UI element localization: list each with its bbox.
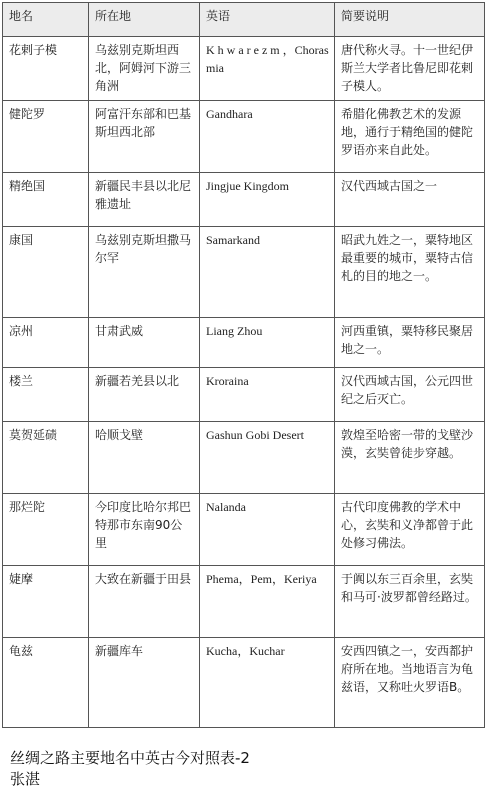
cell-location: 阿富汗东部和巴基斯坦西北部 — [89, 101, 200, 173]
cell-note: 安西四镇之一，安西都护府所在地。当地语言为龟兹语，又称吐火罗语B。 — [335, 638, 485, 728]
table-row — [3, 494, 485, 566]
cell-name: 精绝国 — [3, 173, 89, 227]
cell-name: 那烂陀 — [3, 494, 89, 566]
caption-title: 丝绸之路主要地名中英古今对照表-2 — [10, 749, 250, 767]
cell-name: 婕摩 — [3, 566, 89, 638]
table-row — [3, 422, 485, 494]
cell-name: 健陀罗 — [3, 101, 89, 173]
cell-location: 哈顺戈壁 — [89, 422, 200, 494]
caption-author: 张湛 — [10, 770, 41, 788]
cell-english: Liang Zhou — [200, 318, 335, 368]
cell-english: Kroraina — [200, 368, 335, 422]
header-english: 英语 — [200, 3, 335, 37]
table-body — [3, 37, 485, 728]
table-header — [3, 3, 485, 37]
cell-name: 康国 — [3, 227, 89, 318]
cell-note: 于阗以东三百余里，玄奘和马可·波罗都曾经路过。 — [335, 566, 485, 638]
cell-note: 汉代西域古国，公元四世纪之后灭亡。 — [335, 368, 485, 422]
cell-location: 甘肃武威 — [89, 318, 200, 368]
table-row — [3, 318, 485, 368]
cell-english: Nalanda — [200, 494, 335, 566]
cell-note: 敦煌至哈密一带的戈壁沙漠，玄奘曾徒步穿越。 — [335, 422, 485, 494]
table-row — [3, 173, 485, 227]
cell-name: 莫贺延碛 — [3, 422, 89, 494]
cell-note: 汉代西域古国之一 — [335, 173, 485, 227]
cell-english: Gandhara — [200, 101, 335, 173]
table-row — [3, 227, 485, 318]
table-caption — [10, 748, 250, 790]
table-row — [3, 638, 485, 728]
header-location: 所在地 — [89, 3, 200, 37]
cell-location: 新疆库车 — [89, 638, 200, 728]
cell-name: 楼兰 — [3, 368, 89, 422]
cell-name: 龟兹 — [3, 638, 89, 728]
place-name-table — [2, 2, 485, 728]
header-note: 简要说明 — [335, 3, 485, 37]
cell-note: 唐代称火寻。十一世纪伊斯兰大学者比鲁尼即花剌子模人。 — [335, 37, 485, 101]
cell-note: 古代印度佛教的学术中心，玄奘和义净都曾于此处修习佛法。 — [335, 494, 485, 566]
cell-english: Jingjue Kingdom — [200, 173, 335, 227]
cell-note: 昭武九姓之一，粟特地区最重要的城市，粟特古信札的目的地之一。 — [335, 227, 485, 318]
cell-location: 新疆民丰县以北尼雅遗址 — [89, 173, 200, 227]
cell-location: 乌兹别克斯坦西北，阿姆河下游三角洲 — [89, 37, 200, 101]
cell-name: 凉州 — [3, 318, 89, 368]
cell-english: Gashun Gobi Desert — [200, 422, 335, 494]
cell-name: 花剌子模 — [3, 37, 89, 101]
cell-note: 河西重镇，粟特移民聚居地之一。 — [335, 318, 485, 368]
table-row — [3, 566, 485, 638]
cell-english: Phema，Pem，Keriya — [200, 566, 335, 638]
cell-english: K h w a r e z m ，Chorasmia — [200, 37, 335, 101]
table-row — [3, 101, 485, 173]
cell-note: 希腊化佛教艺术的发源地，通行于精绝国的健陀罗语亦来自此处。 — [335, 101, 485, 173]
header-name: 地名 — [3, 3, 89, 37]
cell-location: 新疆若羌县以北 — [89, 368, 200, 422]
cell-english: Kucha，Kuchar — [200, 638, 335, 728]
table-row — [3, 368, 485, 422]
cell-english: Samarkand — [200, 227, 335, 318]
cell-location: 乌兹别克斯坦撒马尔罕 — [89, 227, 200, 318]
cell-location: 大致在新疆于田县 — [89, 566, 200, 638]
cell-location: 今印度比哈尔邦巴特那市东南90公里 — [89, 494, 200, 566]
table-row — [3, 37, 485, 101]
